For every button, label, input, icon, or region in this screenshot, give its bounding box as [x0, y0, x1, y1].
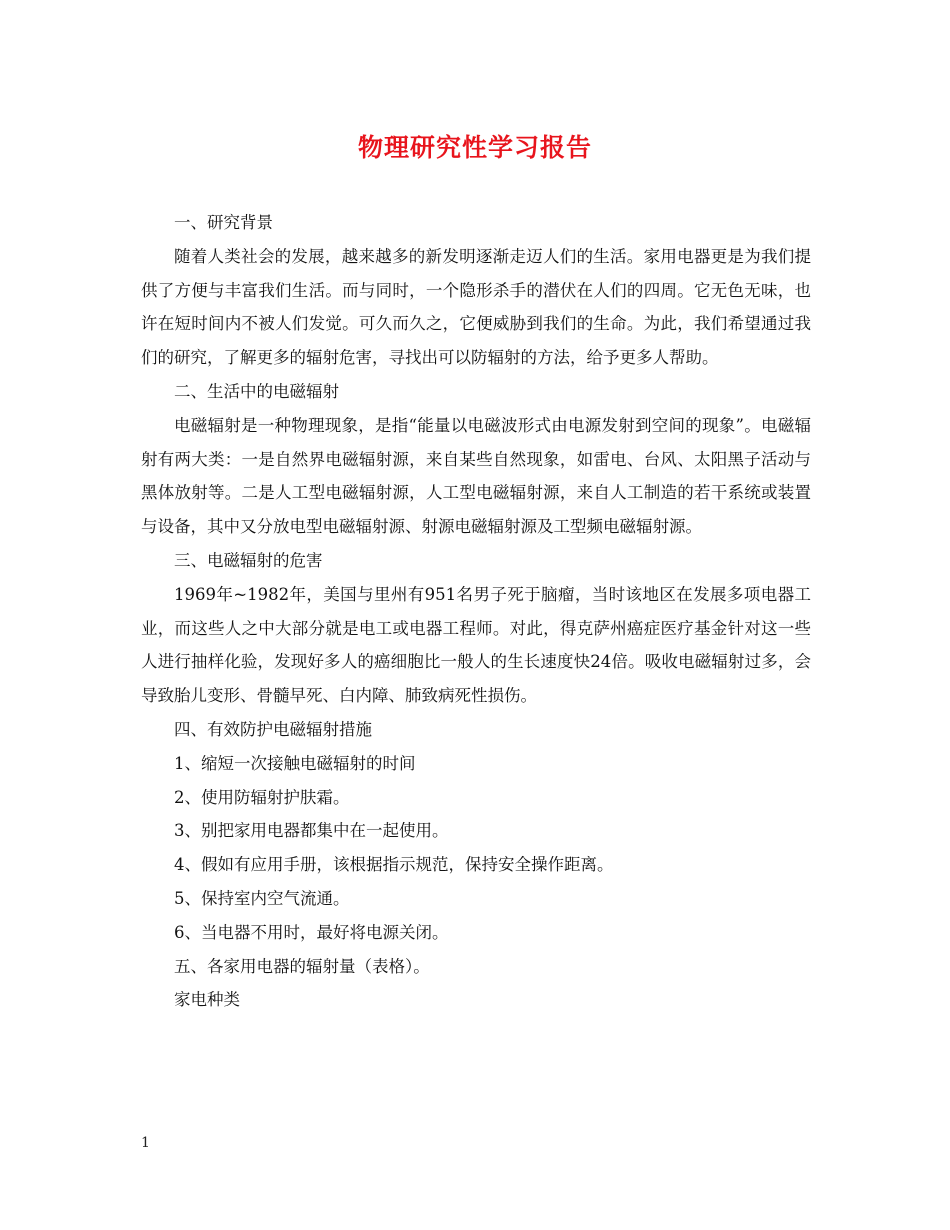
protection-list-item: 3、别把家用电器都集中在一起使用。: [174, 821, 449, 841]
section-paragraph-hazards: 1969年~1982年，美国与里州有951名男子死于脑瘤，当时该地区在发展多项电器工业，而这些人之中大部分就是电工或电器工程师。对此，得克萨州癌症医疗基金针对这一些人进行抽样化验，发现好多人的癌细胞比一般人的生长速度快24倍。吸收电磁辐射过多，会导致胎儿变形、骨髓早死、白内障、肺致病死性损伤。: [141, 584, 811, 706]
page-number: 1: [141, 1135, 150, 1151]
section-heading-background: 一、研究背景: [174, 213, 273, 232]
protection-list-item: 1、缩短一次接触电磁辐射的时间: [174, 753, 416, 773]
section-heading-electromagnetic-radiation: 二、生活中的电磁辐射: [174, 381, 339, 401]
protection-list-item: 4、假如有应用手册，该根据指示规范，保持安全操作距离。: [174, 855, 614, 875]
protection-list-item: 6、当电器不用时，最好将电源关闭。: [174, 922, 449, 942]
section-paragraph-background: 随着人类社会的发展，越来越多的新发明逐渐走迈人们的生活。家用电器更是为我们提供了方便与丰富我们生活。而与同时，一个隐形杀手的潜伏在人们的四周。它无色无味，也许在短时间内不被人们发觉。可久而久之，它便威胁到我们的生命。为此，我们希望通过我们的研究，了解更多的辐射危害，寻找出可以防辐射的方法，给予更多人帮助。: [141, 246, 811, 368]
protection-list-item: 2、使用防辐射护肤霜。: [174, 787, 350, 807]
document-title: 物理研究性学习报告: [357, 133, 592, 162]
section-heading-hazards: 三、电磁辐射的危害: [174, 550, 323, 570]
protection-list-item: 5、保持室内空气流通。: [174, 888, 350, 908]
section-paragraph-electromagnetic-radiation: 电磁辐射是一种物理现象，是指“能量以电磁波形式由电源发射到空间的现象”。电磁辐射有两大类：一是自然界电磁辐射源，来自某些自然现象，如雷电、台风、太阳黑子活动与黑体放射等。二是人工型电磁辐射源，人工型电磁辐射源，来自人工制造的若干系统或装置与设备，其中又分放电型电磁辐射源、射源电磁辐射源及工型频电磁辐射源。: [141, 415, 811, 537]
section-heading-protection: 四、有效防护电磁辐射措施: [174, 719, 372, 739]
table-column-header-appliance-type: 家电种类: [174, 990, 240, 1010]
section-heading-radiation-table: 五、各家用电器的辐射量（表格）。: [174, 956, 430, 976]
document-body: [141, 206, 811, 1017]
